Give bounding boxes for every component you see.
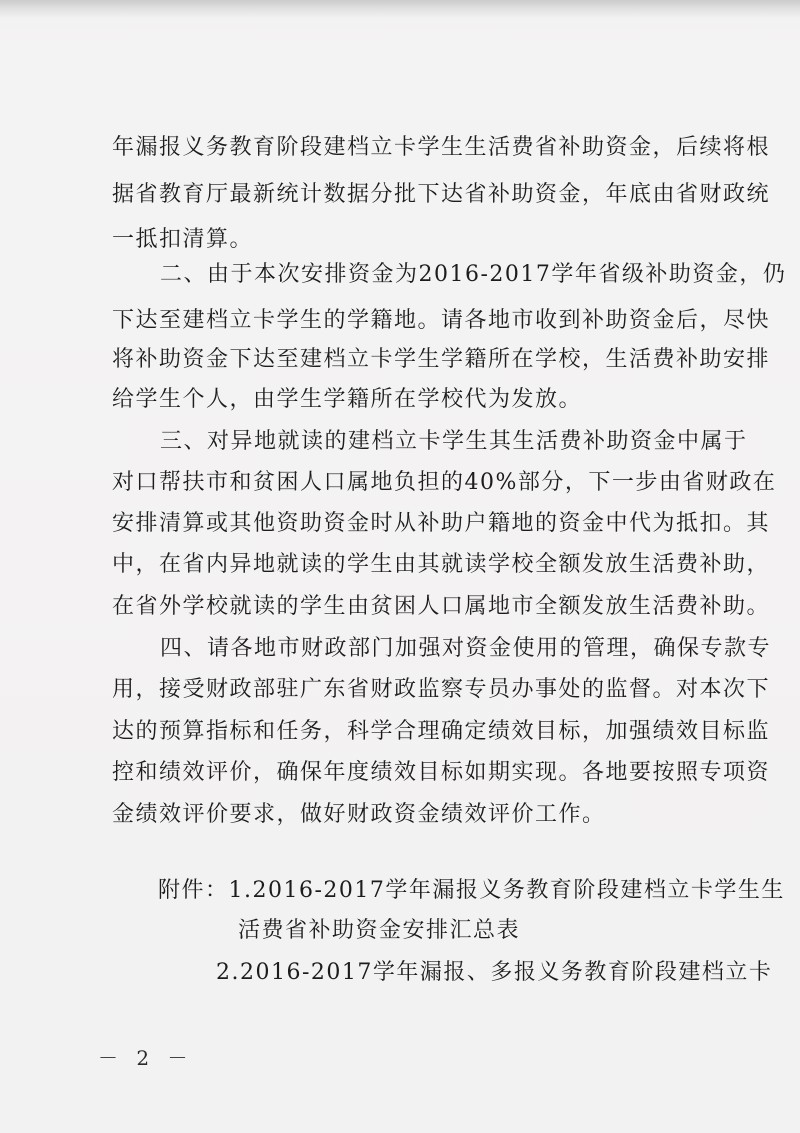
body-line: 用，接受财政部驻广东省财政监察专员办事处的监督。对本次下 <box>112 677 771 702</box>
body-line: 在省外学校就读的学生由贫困人口属地市全额发放生活费补助。 <box>112 594 771 619</box>
attachment-item-1: 附件：1.2016-2017学年漏报义务教育阶段建档立卡学生生 <box>158 878 785 903</box>
page-number: － 2 － <box>98 1046 194 1070</box>
body-line: 下达至建档立卡学生的学籍地。请各地市收到补助资金后，尽快 <box>112 308 771 333</box>
body-line: 金绩效评价要求，做好财政资金绩效评价工作。 <box>112 802 606 827</box>
body-line: 中，在省内异地就读的学生由其就读学校全额发放生活费补助， <box>112 552 771 577</box>
attachment-item-2: 2.2016-2017学年漏报、多报义务教育阶段建档立卡 <box>216 960 773 985</box>
attachment-item-1-continued: 活费省补助资金安排汇总表 <box>238 918 521 943</box>
paragraph-4-first-line: 四、请各地市财政部门加强对资金使用的管理，确保专款专 <box>160 636 772 661</box>
paragraph-2-first-line: 二、由于本次安排资金为2016-2017学年省级补助资金，仍 <box>160 262 787 287</box>
body-line: 据省教育厅最新统计数据分批下达省补助资金，年底由省财政统 <box>112 182 771 207</box>
body-line: 安排清算或其他资助资金时从补助户籍地的资金中代为抵扣。其 <box>112 511 771 536</box>
scan-edge-shadow <box>0 0 800 18</box>
body-line: 给学生个人，由学生学籍所在学校代为发放。 <box>112 387 583 412</box>
body-line: 对口帮扶市和贫困人口属地负担的40%部分，下一步由省财政在 <box>112 470 777 495</box>
body-line: 控和绩效评价，确保年度绩效目标如期实现。各地要按照专项资 <box>112 760 771 785</box>
body-line: 一抵扣清算。 <box>112 227 254 252</box>
body-line: 将补助资金下达至建档立卡学生学籍所在学校，生活费补助安排 <box>112 347 771 372</box>
paragraph-3-first-line: 三、对异地就读的建档立卡学生其生活费补助资金中属于 <box>160 429 748 454</box>
body-line: 年漏报义务教育阶段建档立卡学生生活费省补助资金，后续将根 <box>112 135 771 160</box>
body-line: 达的预算指标和任务，科学合理确定绩效目标，加强绩效目标监 <box>112 719 771 744</box>
